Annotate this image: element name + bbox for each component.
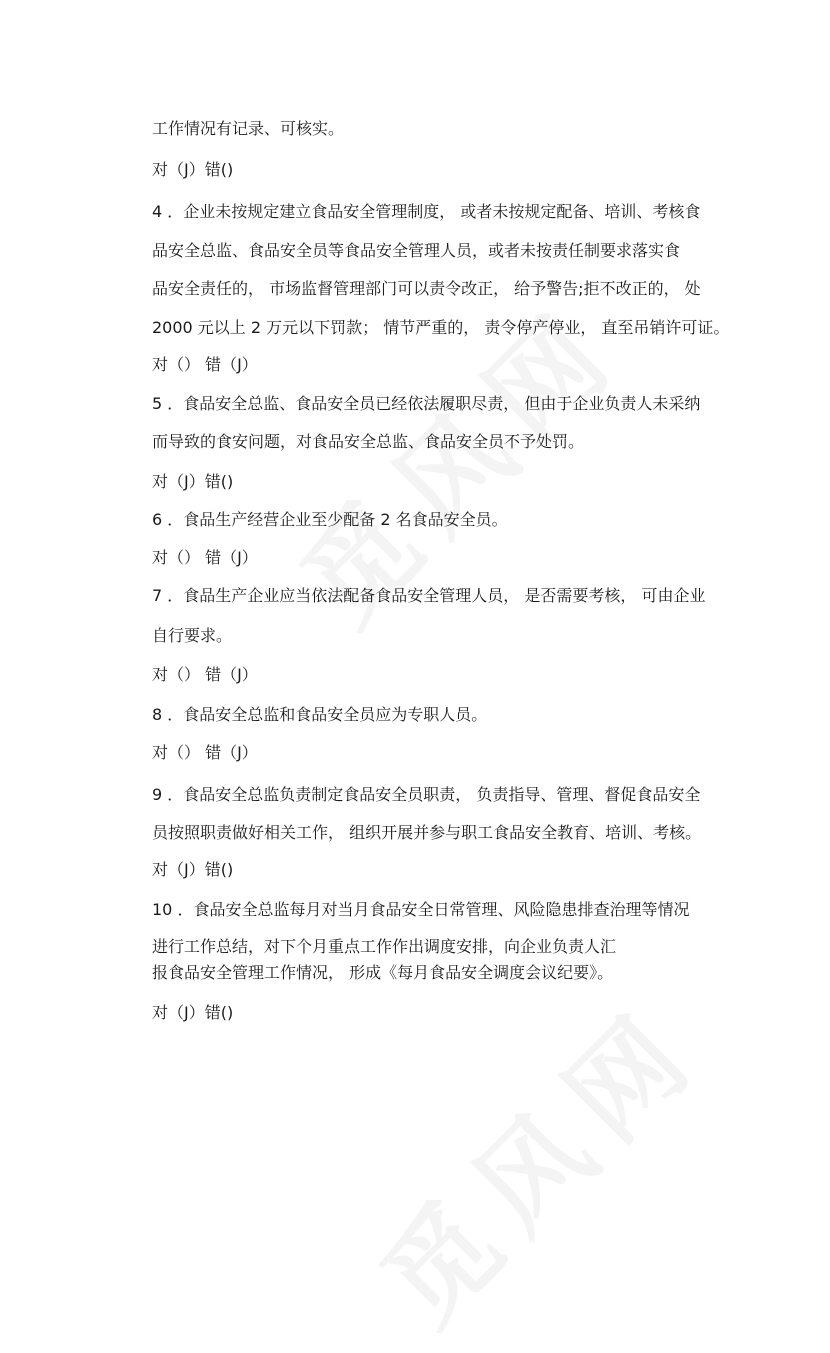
text-line: 工作情况有记录、可核实。 (152, 119, 345, 138)
question-10: 10 ．食品安全总监每月对当月食品安全日常管理、风险隐患排查治理等情况 (152, 900, 690, 919)
text-line: 进行工作总结，对下个月重点工作作出调度安排，向企业负责人汇 (152, 937, 617, 956)
text-line: 2000 元以上 2 万元以下罚款； 情节严重的， 责令停产停业， 直至吊销许可证。 (152, 318, 730, 337)
answer-line: 对（） 错（J） (152, 743, 258, 762)
question-9: 9 ．食品安全总监负责制定食品安全员职责， 负责指导、管理、督促食品安全 (152, 785, 701, 804)
answer-line: 对（J）错() (152, 472, 234, 491)
answer-line: 对（） 错（J） (152, 355, 258, 374)
answer-line: 对（J）错() (152, 860, 234, 879)
text-line: 而导致的食安问题，对食品安全总监、食品安全员不予处罚。 (152, 432, 585, 451)
question-7: 7 ．食品生产企业应当依法配备食品安全管理人员， 是否需要考核， 可由企业 (152, 586, 706, 605)
answer-line: 对（） 错（J） (152, 548, 258, 567)
text-line: 自行要求。 (152, 626, 233, 645)
answer-line: 对（） 错（J） (152, 665, 258, 684)
text-line: 品安全总监、食品安全员等食品安全管理人员，或者未按责任制要求落实食 (152, 241, 681, 260)
text-line: 员按照职责做好相关工作， 组织开展并参与职工食品安全教育、培训、考核。 (152, 823, 702, 842)
watermark (341, 965, 728, 1352)
question-4: 4 ．企业未按规定建立食品安全管理制度， 或者未按规定配备、培训、考核食 (152, 202, 701, 221)
answer-line: 对（J）错() (152, 1003, 234, 1022)
question-5: 5 ．食品安全总监、食品安全员已经依法履职尽责， 但由于企业负责人未采纳 (152, 394, 701, 413)
answer-line: 对（J）错() (152, 160, 234, 179)
text-line: 品安全责任的， 市场监督管理部门可以责令改正， 给予警告;拒不改正的， 处 (152, 279, 701, 298)
question-6: 6 ．食品生产经营企业至少配备 2 名食品安全员。 (152, 510, 508, 529)
text-line: 报食品安全管理工作情况， 形成《每月食品安全调度会议纪要》。 (152, 963, 614, 982)
question-8: 8 ．食品安全总监和食品安全员应为专职人员。 (152, 705, 488, 724)
